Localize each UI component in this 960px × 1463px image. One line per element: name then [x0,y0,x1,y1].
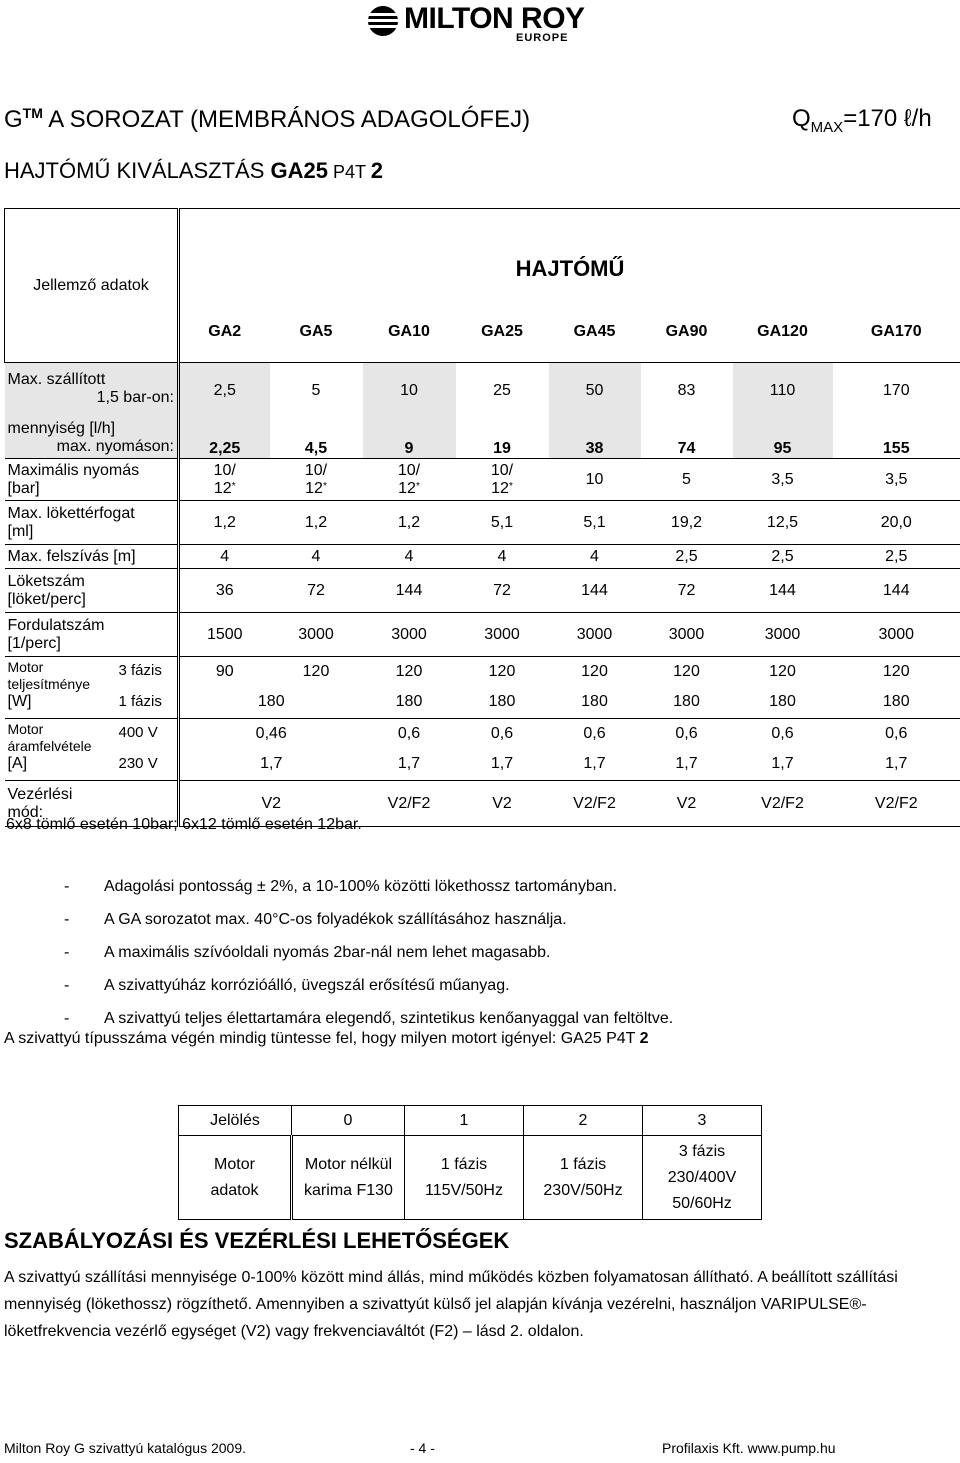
pressure-ast: * [231,480,236,492]
table-cell: 3,5 [833,459,960,501]
notes-list [64,870,673,1035]
table-cell: 180 [833,687,960,719]
list-item: - A szivattyúház korrózióálló, üvegszál erősítésű műanyag. [64,969,673,1002]
table-cell: 3000 [456,613,549,657]
table-corner: Jellemző adatok [5,209,179,363]
motor-header: 2 [524,1106,643,1136]
col-header: GA120 [757,323,808,341]
table-cell: 72 [270,569,363,613]
motor-row-label-1: Motor [214,1155,255,1173]
power-label-1: Motor [7,659,44,675]
subtitle-num: 2 [370,158,383,183]
table-cell: 25 [456,363,549,419]
subtitle-prefix: HAJTÓMŰ KIVÁLASZTÁS [4,158,271,183]
current-400v: 400 V [118,724,158,741]
table-cell: 10 [549,459,641,501]
table-cell: 3000 [270,613,363,657]
pressure-ast: * [508,480,513,492]
table-cell: 4 [270,545,363,569]
pressure-bottom: 12 [398,479,416,497]
table-cell: 1,7 [260,755,283,773]
table-cell: 1,7 [771,755,794,773]
motor-c3b: 230/400V [667,1168,737,1186]
col-header: GA2 [208,323,242,341]
table-cell: 1,7 [833,749,960,781]
table-cell: 19,2 [641,501,733,545]
table-cell: 5,1 [549,501,641,545]
flow-label-b2: max. nyomáson: [56,438,174,456]
col-header: GA170 [833,303,960,363]
flow-label-mid: 1,5 bar-on: [96,389,174,406]
flow-label-b1: mennyiség [l/h] [7,420,116,438]
table-cell-pressure [363,459,456,501]
row-label-current [5,719,179,781]
motor-c1a: 1 fázis [440,1155,488,1173]
strokevol-label-1: Max. lökettérfogat [7,504,135,522]
table-cell: 0,6 [456,719,549,749]
table-cell: 1,2 [363,501,456,545]
table-cell: 1500 [179,613,270,657]
table-cell: 144 [833,569,960,613]
control-label-1: Vezérlési [7,785,73,803]
row-label-stroke-volume [5,501,179,545]
table-cell: 38 [549,419,641,459]
qmax-sub: MAX [810,118,844,136]
table-cell: 4 [549,545,641,569]
motor-header: 0 [292,1106,405,1136]
table-cell: 72 [456,569,549,613]
strokes-label-2: [löket/perc] [7,590,86,608]
table-cell: 95 [733,419,833,459]
qmax-q: Q [792,105,811,132]
table-cell: 144 [549,569,641,613]
power-phase-1: 1 fázis [118,693,162,710]
table-cell: 155 [833,419,960,459]
logo-globe-icon [366,4,400,38]
pressure-label-2: [bar] [7,479,40,497]
table-cell: 5 [641,459,733,501]
col-header: GA5 [299,323,333,341]
table-cell: 170 [833,363,960,419]
table-cell: 3000 [833,613,960,657]
page-title [4,105,530,134]
col-header: GA25 [481,323,523,341]
footer-page: - 4 - [410,1440,435,1456]
table-group-header: HAJTÓMŰ [179,209,960,303]
pressure-label-1: Maximális nyomás [7,461,140,479]
current-labels [8,721,92,772]
table-cell: 90 [179,657,270,687]
table-cell: 20,0 [833,501,960,545]
power-label-3: [W] [7,693,32,710]
table-cell: 180 [488,693,516,711]
current-label-2: áramfelvétele [7,738,92,754]
row-label-strokes [5,569,179,613]
table-cell: 1,2 [179,501,270,545]
table-cell: 2,5 [833,545,960,569]
list-item: - A szivattyú teljes élettartamára elegendő, szintetikus kenőanyaggal van feltöltve. [64,1002,673,1035]
table-cell: 120 [641,657,733,687]
footer-left: Milton Roy G szivattyú katalógus 2009. [4,1440,247,1456]
motor-table [178,1105,762,1220]
table-cell: 0,6 [363,719,456,749]
table-cell: 2,5 [179,363,270,419]
table-cell: 110 [733,363,833,419]
table-cell: 2,25 [179,419,270,459]
table-cell: 180 [581,693,608,711]
table-cell: 0,6 [641,719,733,749]
table-cell-pressure [270,459,363,501]
motor-c3a: 3 fázis [678,1142,726,1160]
table-cell: 120 [833,657,960,687]
pressure-bottom: 12 [491,479,509,497]
footer-right: Profilaxis Kft. www.pump.hu [662,1440,836,1456]
section-title: SZABÁLYOZÁSI ÉS VEZÉRLÉSI LEHETŐSÉGEK [4,1228,510,1253]
table-cell: 2,5 [733,545,833,569]
milton-roy-logo [366,4,602,46]
motor-c3c: 50/60Hz [672,1194,732,1212]
table-cell: 3000 [549,613,641,657]
motor-c0a: Motor nélkül [304,1155,393,1173]
table-cell: 120 [270,657,363,687]
table-cell: 4 [363,545,456,569]
title-series: A SOROZAT (MEMBRÁNOS ADAGOLÓFEJ) [48,106,531,133]
table-cell: 144 [733,569,833,613]
pressure-top: 10/ [490,461,514,479]
table-cell: 120 [549,657,641,687]
table-cell: V2/F2 [833,781,960,827]
control-label-2: mód: [7,803,44,821]
table-cell: 180 [395,693,423,711]
table-cell: V2/F2 [549,781,641,827]
table-cell: 74 [677,440,696,457]
motor-c2a: 1 fázis [559,1155,607,1173]
table-cell: 2,5 [641,545,733,569]
table-cell: V2 [641,781,733,827]
table-cell: 0,6 [733,719,833,749]
power-labels [8,659,90,710]
motor-row-label [179,1136,292,1220]
col-header: GA90 [665,323,708,341]
pressure-bottom: 12 [305,479,323,497]
table-cell: 1,7 [490,755,514,773]
logo-brand: MILTON ROY [404,2,585,35]
motor-row-label-2: adatok [210,1181,259,1199]
table-cell: 72 [641,569,733,613]
flow-label-top: Max. szállított [7,371,106,388]
table-cell: 1,2 [270,501,363,545]
row-label-rpm [5,613,179,657]
pressure-top: 10/ [213,461,236,479]
row-label-power [5,657,179,719]
table-cell: V2/F2 [363,781,456,827]
table-cell: 5,1 [456,501,549,545]
table-cell: 4,5 [304,440,328,457]
pressure-ast: * [322,480,327,492]
motor-cell [524,1136,643,1220]
list-item: - A maximális szívóoldali nyomás 2bar-nál nem lehet magasabb. [64,936,673,969]
table-cell: V2 [179,781,363,827]
current-230v: 230 V [118,755,158,772]
pressure-ast: * [415,480,420,492]
table-cell: 3000 [733,613,833,657]
table-cell: 1,7 [397,755,421,773]
table-cell: 3000 [641,613,733,657]
table-cell: 4 [179,545,270,569]
table-cell: 120 [733,657,833,687]
title-g: G [4,106,23,133]
table-footnote: 6x8 tömlő esetén 10bar; 6x12 tömlő esetén 12bar. [6,816,362,833]
qmax [792,105,932,136]
table-cell: 3000 [363,613,456,657]
row-label-suction: Max. felszívás [m] [5,545,179,569]
table-cell: 83 [641,363,733,419]
subtitle-mid: P4T [327,162,371,182]
table-cell: 120 [456,657,549,687]
table-cell: 36 [179,569,270,613]
title-tm: TM [22,105,43,121]
subtitle-model: GA25 [270,158,328,183]
spec-table [4,208,960,827]
type-note-bold: 2 [639,1030,649,1047]
row-label-pressure [5,459,179,501]
row-label-flow-max [5,419,179,459]
table-cell: 180 [257,693,285,711]
table-cell: 180 [769,693,796,711]
table-cell: 19 [493,440,511,457]
row-label-flow [5,363,179,419]
table-cell: 180 [673,693,700,711]
table-cell: 1,7 [675,755,698,773]
motor-c2b: 230V/50Hz [543,1181,623,1199]
table-cell: 144 [363,569,456,613]
motor-header: 3 [643,1106,762,1136]
table-cell: 120 [363,657,456,687]
table-cell: 10 [363,363,456,419]
motor-c1b: 115V/50Hz [425,1181,503,1199]
pressure-bottom: 12 [213,479,232,497]
motor-header: Jelölés [179,1106,292,1136]
table-cell: 12,5 [733,501,833,545]
table-cell: 4 [456,545,549,569]
pressure-top: 10/ [304,461,328,479]
table-cell-pressure [456,459,549,501]
table-cell: 0,6 [833,719,960,749]
list-item: - A GA sorozatot max. 40°C-os folyadékok szállításához használja. [64,903,673,936]
pressure-top: 10/ [397,461,421,479]
table-cell: 1,7 [583,755,606,773]
rpm-label-1: Fordulatszám [7,616,105,634]
table-cell: V2 [456,781,549,827]
type-note-text: A szivattyú típusszáma végén mindig tüntesse fel, hogy milyen motort igényel: GA25 P4T [4,1030,640,1047]
table-cell: 9 [363,419,456,459]
current-label-3: [A] [7,755,28,772]
motor-c0b: karima F130 [304,1181,393,1199]
strokes-label-1: Löketszám [7,572,85,590]
table-cell-pressure [179,459,270,501]
motor-cell [292,1136,405,1220]
col-header: GA45 [573,323,616,341]
type-number-note [4,1030,648,1048]
col-header: GA10 [388,323,430,341]
current-label-1: Motor [7,721,44,737]
table-cell: V2/F2 [733,781,833,827]
strokevol-label-2: [ml] [7,522,34,540]
table-cell: 50 [549,363,641,419]
logo-sub: EUROPE [516,32,569,44]
page-subtitle [4,158,383,184]
motor-header: 1 [405,1106,524,1136]
motor-cell [405,1136,524,1220]
power-phase-3: 3 fázis [118,662,162,679]
list-item: - Adagolási pontosság ± 2%, a 10-100% közötti lökethossz tartományban. [64,870,673,903]
table-cell: 0,46 [179,719,363,749]
motor-cell [643,1136,762,1220]
table-cell: 5 [270,363,363,419]
power-label-2: teljesítménye [7,676,90,692]
control-paragraph: A szivattyú szállítási mennyisége 0-100% között mind állás, mind működés közben folyamatosan állítható. A beállított szállítási mennyiség (lökethossz) rögzíthető. Amennyiben a szivattyút külső jel alapján kívánja vezérelni, használjon VARIPULSE®- löketfrekvencia vezérlő egységet (V2) vagy frekvenciaváltót (F2) – lásd 2. oldalon. [4,1269,898,1340]
rpm-label-2: [1/perc] [7,634,61,652]
table-cell: 0,6 [549,719,641,749]
table-cell: 3,5 [733,459,833,501]
qmax-value: =170 ℓ/h [843,105,932,132]
